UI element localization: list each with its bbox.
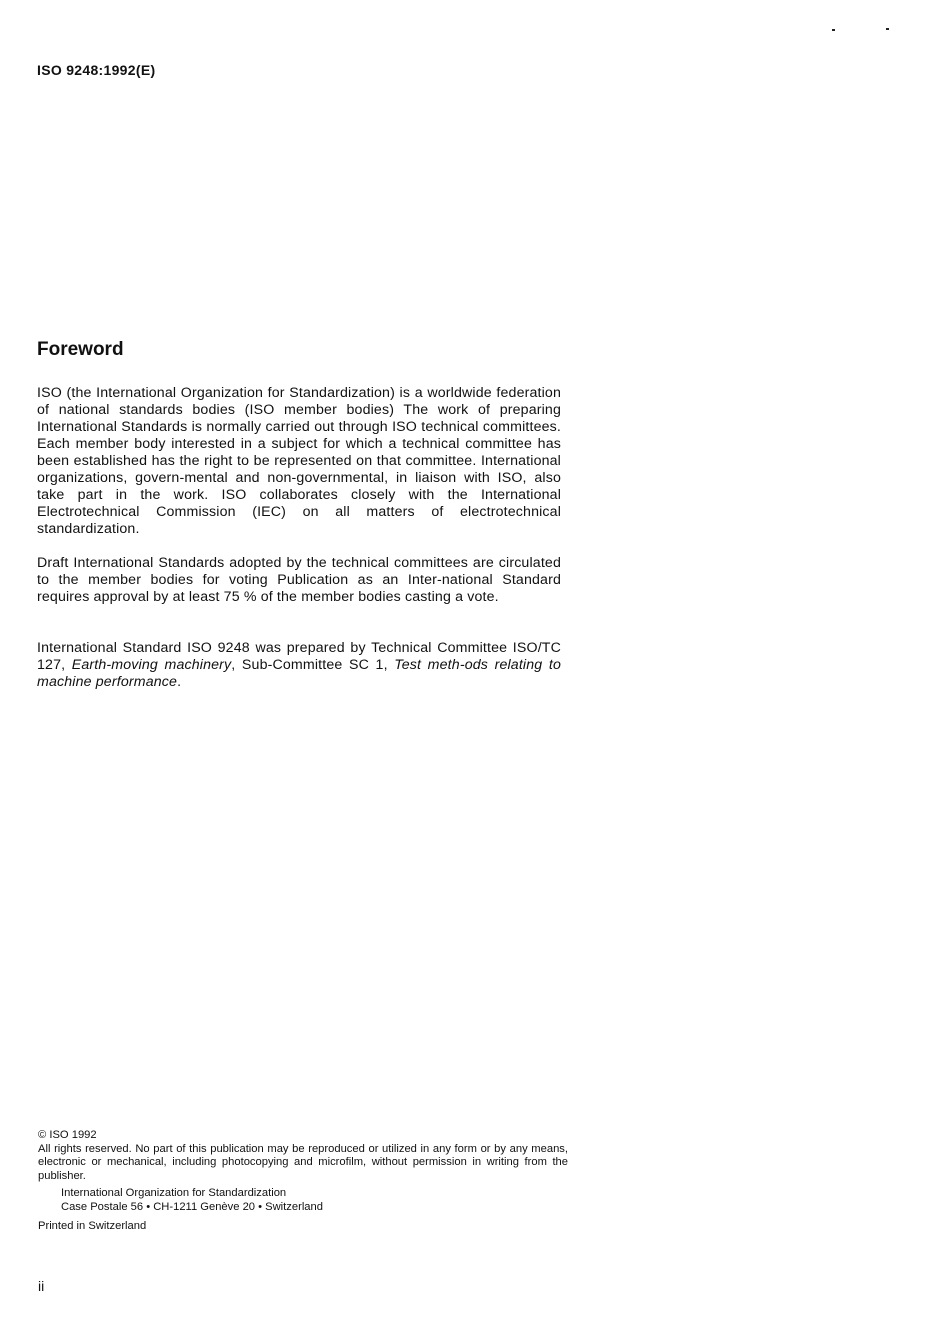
scan-mark [832,29,835,31]
foreword-heading: Foreword [37,339,124,360]
rights-statement: All rights reserved. No part of this publication may be reproduced or utilized in any form or by any means, electronic or mechanical, including photocopying and microfilm, without permission in writing from the publisher. [38,1142,568,1182]
document-id: ISO 9248:1992(E) [37,62,156,78]
scan-mark [886,28,889,30]
committee-name: Earth-moving machinery [71,657,232,673]
printed-in: Printed in Switzerland [38,1219,147,1232]
foreword-paragraph-1: ISO (the International Organization for Standardization) is a worldwide federation of national standards bodies (ISO member bodies) The work of preparing International Standards is normally carried out through ISO technical committees. Each member body interested in a subject for which a technical committee has been established has the right to be represented on that committee. International organizations, govern-mental and non-governmental, in liaison with ISO, also take part in the work. ISO collaborates closely with the International Electrotechnical Commission (IEC) on all matters of electrotechnical standardization. [37,385,561,537]
foreword-paragraph-2: Draft International Standards adopted by the technical committees are circulated to the member bodies for voting Publication as an Inter-national Standard requires approval by at least 75 % of the member bodies casting a vote. [37,555,561,605]
subcommittee-name: Test meth-ods relating to machine performance [37,657,561,690]
paragraph-3-text: , Sub-Committee SC 1, [231,657,395,673]
copyright-block [38,1129,568,1233]
page-number: ii [38,1278,45,1294]
paragraph-3-text: . [177,674,182,690]
copyright-notice: © ISO 1992 [38,1129,97,1141]
foreword-paragraph-3 [37,640,561,691]
paragraph-3-text: International Standard ISO 9248 was prepared by Technical Committee ISO/TC 127, [37,640,561,673]
organization-address: Case Postale 56 • CH-1211 Genève 20 • Switzerland [61,1200,323,1213]
organization-name: International Organization for Standardization [61,1187,287,1200]
